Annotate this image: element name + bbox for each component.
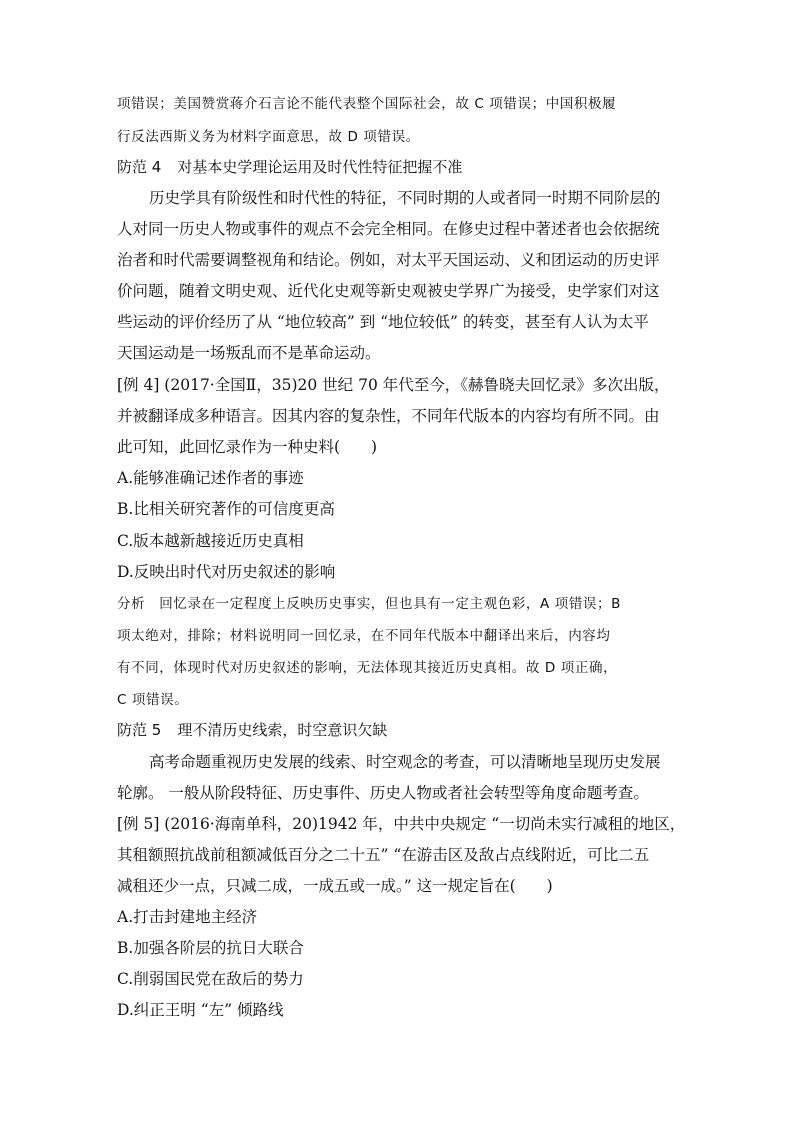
example-line: 此可知，此回忆录作为一种史料( ) [117,438,378,456]
option-c: C.版本越新越接近历史真相 [117,532,304,550]
paragraph-line: 人对同一历史人物或事件的观点不会完全相同。在修史过程中著述者也会依据统 [117,220,660,238]
option-b: B.比相关研究著作的可信度更高 [117,500,335,518]
paragraph-line: 价问题，随着文明史观、近代化史观等新史观被史学界广为接受，史学家们对这 [117,282,660,300]
section-label: 防范 4 [117,158,162,176]
answer-text-line: 项错误；美国赞赏蒋介石言论不能代表整个国际社会，故 C 项错误；中国积极履 [117,96,617,112]
paragraph-line: 历史学具有阶级性和时代性的特征，不同时期的人或者同一时期不同阶层的 [149,189,661,207]
paragraph-line: 天国运动是一场叛乱而不是革命运动。 [117,344,381,362]
section-label: 防范 5 [117,721,162,739]
section-heading-4 [117,157,462,177]
section-title: 对基本史学理论运用及时代性特征把握不准 [177,158,463,176]
answer-text-line: 行反法西斯义务为材料字面意思，故 D 项错误。 [117,129,420,145]
paragraph-line: 治者和时代需要调整视角和结论。例如，对太平天国运动、义和团运动的历史评 [117,251,660,269]
paragraph-line: 高考命题重视历史发展的线索、时空观念的考查，可以清晰地呈现历史发展 [149,753,661,771]
example-line: [例 4] (2017·全国Ⅱ，35)20 世纪 70 年代至今，《赫鲁晓夫回忆录》多次出版， [117,376,670,394]
option-c: C.削弱国民党在敌后的势力 [117,970,304,988]
section-title: 理不清历史线索，时空意识欠缺 [177,721,388,739]
option-a: A.打击封建地主经济 [117,908,258,926]
paragraph-line: 些运动的评价经历了从 “地位较高” 到 “地位较低” 的转变，甚至有人认为太平 [117,313,649,331]
option-d: D.纠正王明 “左” 倾路线 [117,1001,284,1019]
option-a: A.能够准确记述作者的事迹 [117,469,304,487]
example-line: 并被翻译成多种语言。因其内容的复杂性，不同年代版本的内容均有所不同。由 [117,407,660,425]
example-line: 减租还少一点，只减二成，一成五或一成。” 这一规定旨在( ) [117,877,553,895]
paragraph-line: 轮廓。 一般从阶段特征、历史事件、历史人物或者社会转型等角度命题考查。 [117,784,649,802]
example-line: [例 5] (2016·海南单科，20)1942 年，中共中央规定 “一切尚未实行减租的地区， [117,815,686,833]
section-heading-5 [117,720,387,740]
analysis-line: 项太绝对，排除；材料说明同一回忆录，在不同年代版本中翻译出来后，内容均 [117,628,611,644]
analysis-line: 有不同，体现时代对历史叙述的影响，无法体现其接近历史真相。故 D 项正确， [117,660,618,676]
analysis-line: C 项错误。 [117,692,189,708]
option-d: D.反映出时代对历史叙述的影响 [117,563,336,581]
option-b: B.加强各阶层的抗日大联合 [117,939,304,957]
analysis-line: 分析 回忆录在一定程度上反映历史事实，但也具有一定主观色彩，A 项错误；B [117,596,621,612]
example-line: 其租额照抗战前租额减低百分之二十五” “在游击区及敌占点线附近，可比二五 [117,846,650,864]
